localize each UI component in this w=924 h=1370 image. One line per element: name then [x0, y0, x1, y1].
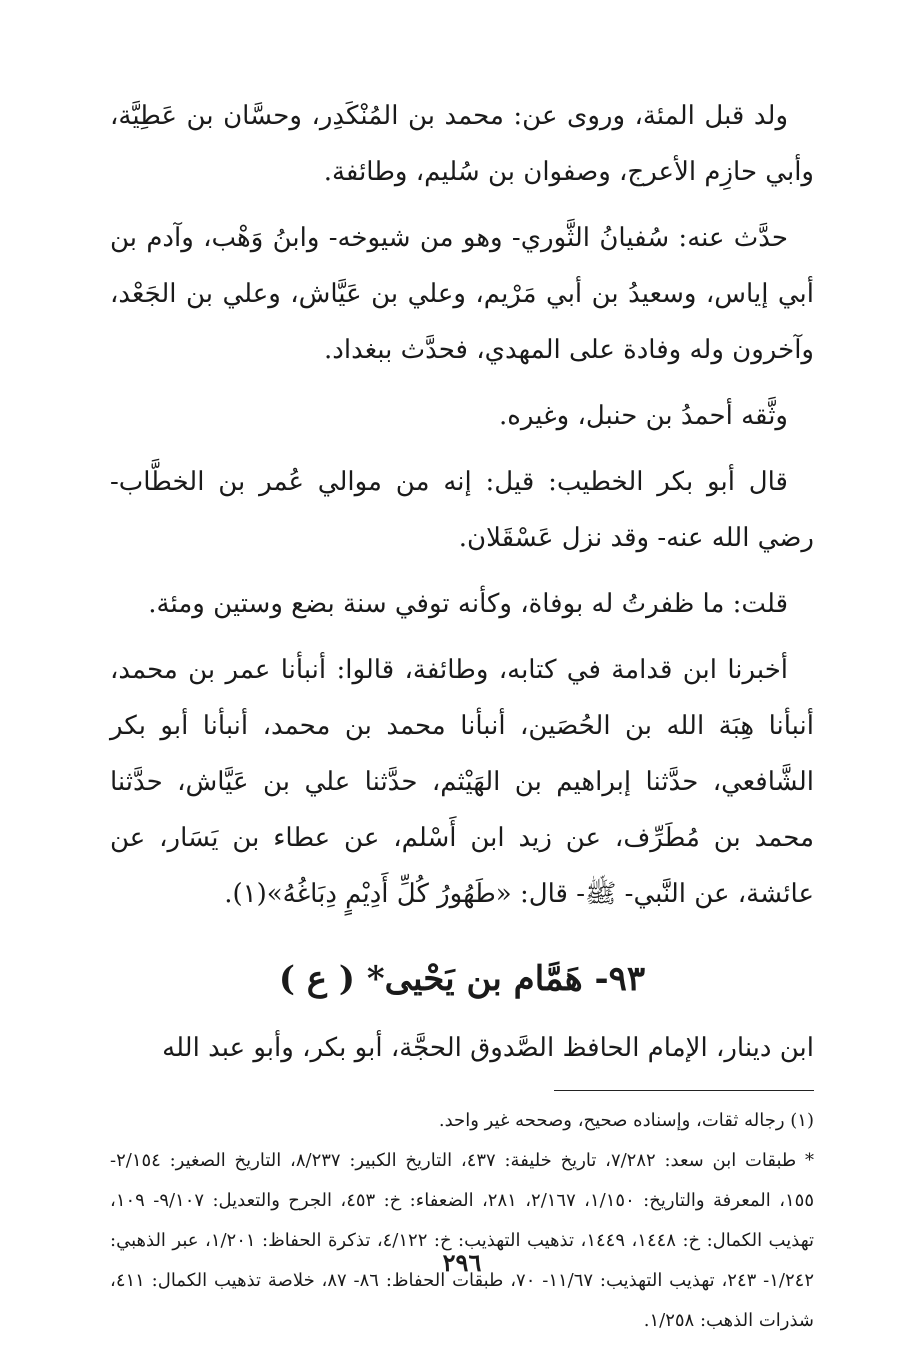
- paragraph-4-text: قال أبو بكر الخطيب: قيل: إنه من موالي عُمر بن الخطَّاب- رضي الله عنه- وقد نزل عَسْقَلان.: [110, 467, 814, 553]
- footnote-sources: * طبقات ابن سعد: ٧/٢٨٢، تاريخ خليفة: ٤٣٧، التاريخ الكبير: ٨/٢٣٧، التاريخ الصغير: ٢/١٥٤- ١٥٥، المعرفة والتاريخ: ١/١٥٠، ٢/١٦٧، ٢٨١، الضعفاء: خ: ٤٥٣، الجرح والتعديل: ٩/١٠٧- ١٠٩، تهذيب الكمال: خ: ١٤٤٨، ١٤٤٩، تذهيب التهذيب: خ: ٤/١٢٢، تذكرة الحفاظ: ١/٢٠١، عبر الذهبي: ١/٢٤٢- ٢٤٣، تهذيب التهذيب: ١١/٦٧- ٧٠، طبقات الحفاظ: ٨٦- ٨٧، خلاصة تذهيب الكمال: ٤١١، شذرات الذهب: ١/٢٥٨.: [110, 1150, 815, 1331]
- page-body: [110, 88, 814, 1341]
- entry-first-line-text: ابن دينار، الإمام الحافظ الصَّدوق الحجَّة، أبو بكر، وأبو عبد الله: [162, 1033, 814, 1063]
- paragraph-2: [110, 210, 814, 378]
- paragraph-5: [110, 576, 814, 632]
- paragraph-1-text: ولد قبل المئة، وروى عن: محمد بن المُنْكَدِر، وحسَّان بن عَطِيَّة، وأبي حازِم الأعرج، وصفوان بن سُليم، وطائفة.: [110, 101, 814, 187]
- entry-first-line: [110, 1020, 814, 1076]
- footnote-rule: [554, 1090, 814, 1091]
- paragraph-6: [110, 642, 814, 922]
- paragraph-5-text: قلت: ما ظفرتُ له بوفاة، وكأنه توفي سنة بضع وستين ومئة.: [148, 589, 788, 619]
- paragraph-1: [110, 88, 814, 200]
- paragraph-3: [110, 388, 814, 444]
- entry-heading: ٩٣- هَمَّام بن يَحْيى* ( ع ): [278, 959, 646, 999]
- paragraph-4: [110, 454, 814, 566]
- page-number: ٢٩٦: [442, 1248, 482, 1277]
- paragraph-6-text: أخبرنا ابن قدامة في كتابه، وطائفة، قالوا: أنبأنا عمر بن محمد، أنبأنا هِبَة الله بن الحُصَين، أنبأنا محمد بن محمد، أنبأنا أبو بكر الشَّافعي، حدَّثنا إبراهيم بن الهَيْثم، حدَّثنا علي بن عَيَّاش، حدَّثنا محمد بن مُطَرِّف، عن زيد ابن أَسْلم، عن عطاء بن يَسَار، عن عائشة، عن النَّبي- ﷺ- قال: «طَهُورُ كُلِّ أَدِيْمٍ دِبَاغُهُ»(١).: [110, 655, 814, 909]
- paragraph-2-text: حدَّث عنه: سُفيانُ الثَّوري- وهو من شيوخه- وابنُ وَهْب، وآدم بن أبي إياس، وسعيدُ بن أبي مَرْيم، وعلي بن عَيَّاش، وعلي بن الجَعْد، وآخرون وله وفادة على المهدي، فحدَّث ببغداد.: [110, 223, 814, 365]
- paragraph-3-text: وثَّقه أحمدُ بن حنبل، وغيره.: [498, 401, 788, 431]
- footnote-1: (١) رجاله ثقات، وإسناده صحيح، وصححه غير واحد.: [438, 1110, 814, 1131]
